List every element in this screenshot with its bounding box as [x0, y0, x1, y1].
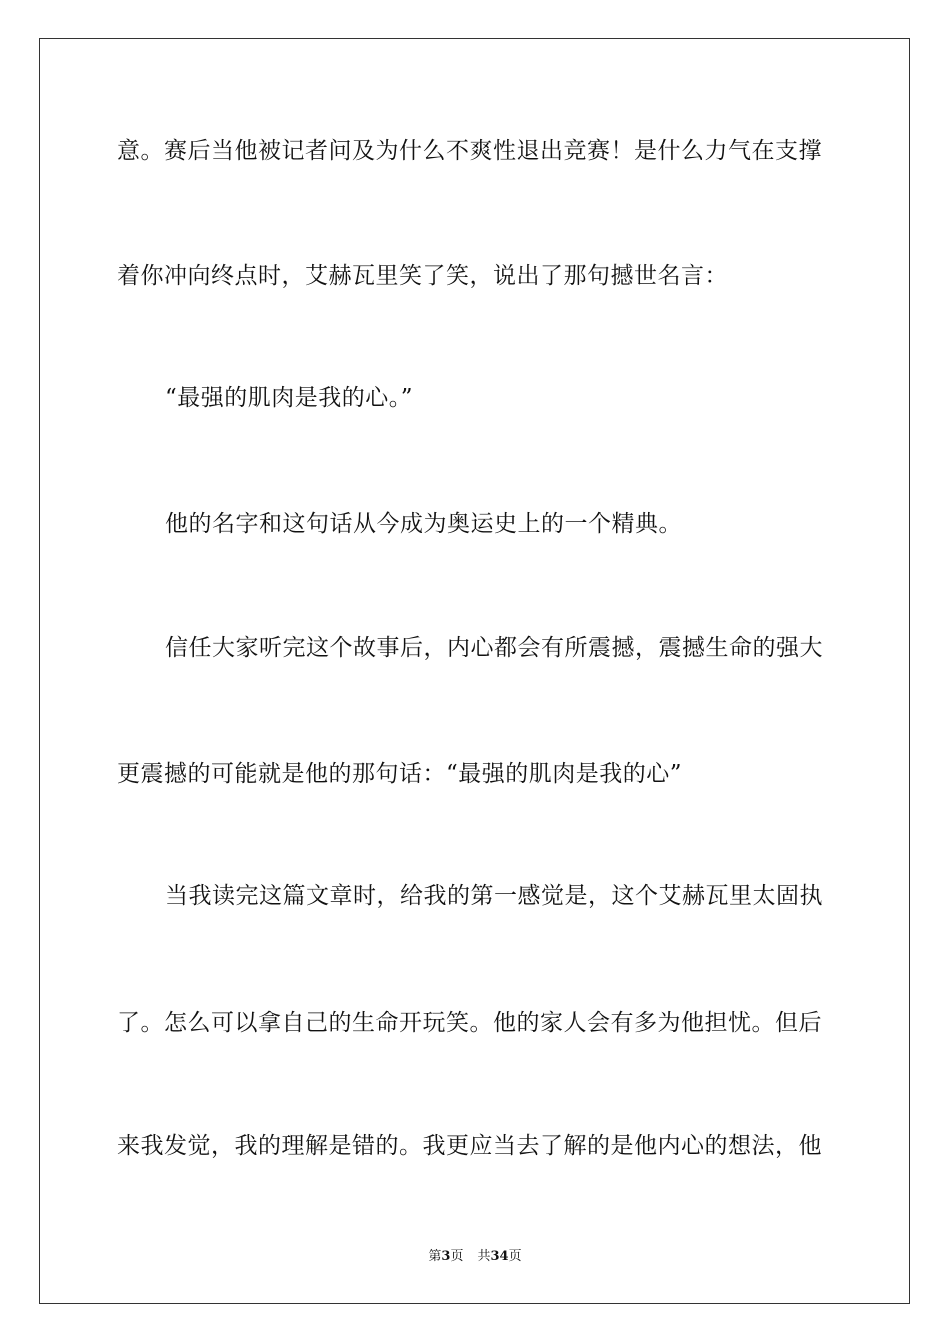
total-pages: 34 — [490, 1249, 509, 1264]
page-number: 3 — [441, 1249, 451, 1264]
text-line-2: 着你冲向终点时，艾赫瓦里笑了笑，说出了那句撼世名言： — [117, 263, 728, 289]
text-line-8: 了。怎么可以拿自己的生命开玩笑。他的家人会有多为他担忧。但后 — [117, 1010, 822, 1036]
page-suffix: 页 — [450, 1249, 464, 1264]
page-frame — [39, 38, 910, 1304]
text-line-6: 更震撼的可能就是他的那句话：“最强的肌肉是我的心” — [117, 761, 683, 787]
page-prefix: 第 — [428, 1249, 442, 1264]
text-line-7: 当我读完这篇文章时，给我的第一感觉是，这个艾赫瓦里太固执 — [165, 883, 823, 909]
text-line-9: 来我发觉，我的理解是错的。我更应当去了解的是他内心的想法，他 — [117, 1133, 822, 1159]
text-line-3-quote: “最强的肌肉是我的心。” — [165, 385, 414, 411]
text-line-1: 意。赛后当他被记者问及为什么不爽性退出竞赛！是什么力气在支撑 — [117, 138, 822, 164]
text-line-5: 信任大家听完这个故事后，内心都会有所震撼，震撼生命的强大 — [165, 635, 823, 661]
total-prefix: 共 — [477, 1249, 491, 1264]
text-line-4: 他的名字和这句话从今成为奥运史上的一个精典。 — [165, 511, 682, 537]
total-suffix: 页 — [508, 1249, 522, 1264]
page-footer — [0, 1248, 950, 1266]
